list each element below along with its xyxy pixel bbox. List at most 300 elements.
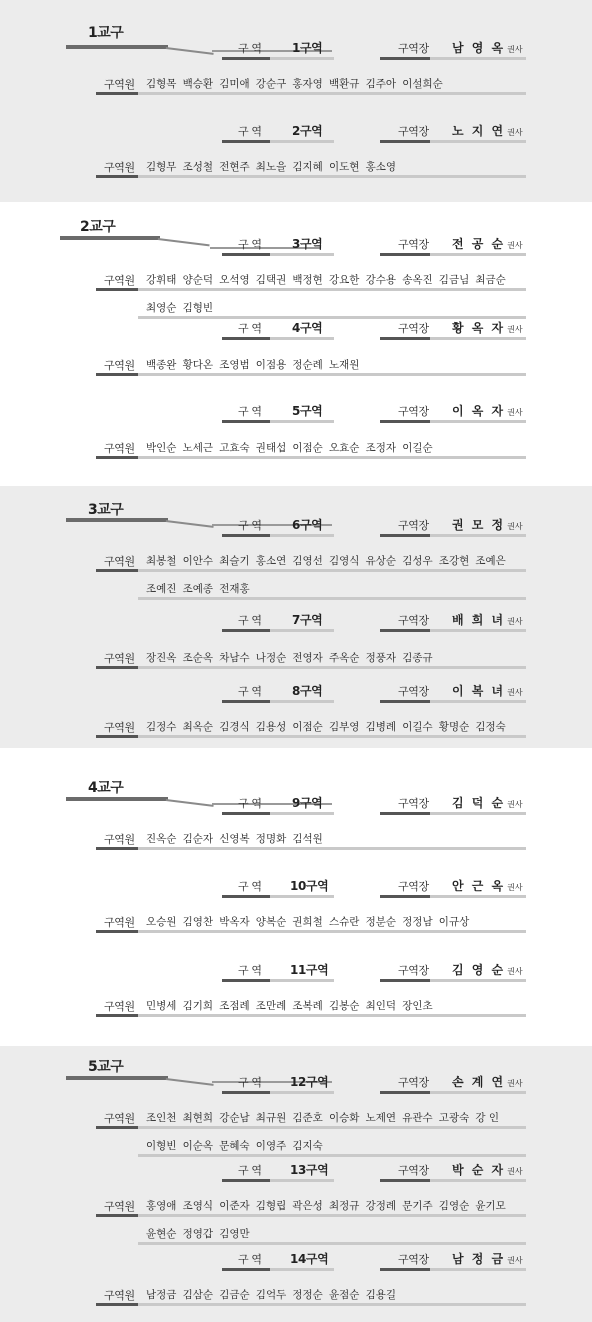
leader-rule-dark [380, 812, 430, 815]
leader-rule-dark [380, 1179, 430, 1182]
members-rule-dark [96, 1214, 138, 1217]
district-rule-light [270, 979, 334, 982]
member-name: 백환규 [329, 78, 360, 90]
parish-title: 4교구 [88, 780, 124, 796]
members-label: 구역원 [104, 721, 135, 734]
district-label: 구 역 [238, 614, 262, 627]
district-label: 구 역 [238, 797, 262, 810]
leader-name [452, 319, 523, 336]
members-rule-light [138, 1214, 526, 1217]
member-name: 홍소연 [255, 555, 287, 567]
member-name: 전영자 [292, 652, 323, 664]
member-name: 박인순 [146, 442, 177, 454]
leader-rule-light [430, 253, 526, 256]
members-rule-light [138, 456, 526, 459]
leader-name [452, 877, 523, 894]
district-rule-dark [222, 895, 270, 898]
leader-rule-dark [380, 337, 430, 340]
leader-title-suffix: 권사 [507, 617, 523, 626]
member-name: 노제연 [365, 1112, 397, 1124]
members-rule-light [138, 1303, 526, 1306]
member-name: 조예은 [475, 555, 506, 567]
member-name: 김영찬 [182, 916, 214, 928]
member-name: 최규원 [255, 1112, 287, 1124]
district-name: 4구역 [292, 321, 323, 335]
member-name: 김정숙 [475, 721, 506, 733]
leader-label: 구역장 [398, 797, 429, 810]
leader-name-text: 권 모 정 [452, 518, 506, 532]
members-rule-dark [96, 847, 138, 850]
member-name: 조인천 [146, 1112, 177, 1124]
members-label: 구역원 [104, 78, 135, 91]
member-name: 최금순 [475, 274, 506, 286]
members-label: 구역원 [104, 833, 135, 846]
leader-title-suffix: 권사 [507, 408, 523, 417]
leader-label: 구역장 [398, 519, 429, 532]
member-name: 강요한 [329, 274, 360, 286]
district-label: 구 역 [238, 322, 262, 335]
district-name: 3구역 [292, 237, 323, 251]
member-name: 김형무 [146, 161, 177, 173]
leader-rule-dark [380, 57, 430, 60]
leader-name-text: 배 희 녀 [452, 613, 506, 627]
leader-name [452, 122, 523, 139]
member-name: 오승원 [146, 916, 177, 928]
district-rule-dark [222, 1091, 270, 1094]
members-rule-light [138, 1242, 526, 1245]
district-rule-dark [222, 700, 270, 703]
leader-name [452, 39, 523, 56]
member-name: 홍영애 [146, 1200, 177, 1212]
district-rule-dark [222, 253, 270, 256]
member-name: 강정례 [365, 1200, 397, 1212]
members-rule-dark [96, 1014, 138, 1017]
leader-rule-dark [380, 1268, 430, 1271]
member-name: 오석영 [219, 274, 250, 286]
leader-rule-dark [380, 629, 430, 632]
leader-name [452, 682, 523, 699]
district-rule-light [270, 253, 334, 256]
district-rule-dark [222, 57, 270, 60]
member-name: 송옥진 [402, 274, 433, 286]
member-name: 백정현 [292, 274, 323, 286]
members-rule-dark [96, 175, 138, 178]
members-rule-dark [96, 930, 138, 933]
district-rule-dark [222, 420, 270, 423]
leader-label: 구역장 [398, 685, 429, 698]
member-name: 이길순 [402, 442, 433, 454]
leader-label: 구역장 [398, 125, 429, 138]
district-label: 구 역 [238, 42, 262, 55]
member-name: 이도현 [329, 161, 360, 173]
members-label: 구역원 [104, 274, 135, 287]
district-rule-dark [222, 812, 270, 815]
district-rule-light [270, 140, 334, 143]
district-rule-light [270, 1091, 334, 1094]
district-name: 10구역 [290, 879, 329, 893]
member-name: 김금순 [219, 1289, 250, 1301]
title-underline [66, 518, 168, 522]
members-rule-dark [96, 1303, 138, 1306]
member-name: 김석원 [292, 833, 323, 845]
district-rule-dark [222, 979, 270, 982]
leader-name [452, 235, 523, 252]
member-name: 김영선 [292, 555, 323, 567]
members-label: 구역원 [104, 1112, 135, 1125]
member-name: 김주아 [365, 78, 397, 90]
district-rule-light [270, 1179, 334, 1182]
district-label: 구 역 [238, 685, 262, 698]
leader-label: 구역장 [398, 405, 429, 418]
leader-label: 구역장 [398, 880, 429, 893]
member-name: 김형빈 [182, 302, 214, 314]
district-rule-light [270, 534, 334, 537]
members-rule-light [138, 1014, 526, 1017]
leader-name-text: 손 계 연 [452, 1075, 506, 1089]
member-name: 전현주 [219, 161, 250, 173]
member-name: 곽은성 [292, 1200, 323, 1212]
member-name: 남정금 [146, 1289, 177, 1301]
member-name: 윤현순 [146, 1228, 177, 1240]
members-rule-light [138, 735, 526, 738]
leader-title-suffix: 권사 [507, 522, 523, 531]
member-name: 조예종 [182, 583, 214, 595]
member-name: 김순자 [182, 833, 214, 845]
member-name: 조순옥 [182, 652, 214, 664]
district-label: 구 역 [238, 880, 262, 893]
member-name: 조정자 [365, 442, 397, 454]
leader-name [452, 961, 523, 978]
title-underline [60, 236, 160, 240]
title-underline [66, 1076, 168, 1080]
member-name: 백종완 [146, 359, 177, 371]
title-underline [66, 797, 168, 801]
district-rule-dark [222, 1179, 270, 1182]
title-underline [66, 45, 168, 49]
district-rule-dark [222, 337, 270, 340]
member-name: 김삼순 [182, 1289, 214, 1301]
leader-name [452, 794, 523, 811]
member-name: 조영범 [219, 359, 250, 371]
member-name: 이준자 [219, 1200, 250, 1212]
members-label: 구역원 [104, 442, 135, 455]
member-name: 노세근 [182, 442, 214, 454]
member-name: 강휘태 [146, 274, 177, 286]
parish-title: 1교구 [88, 25, 124, 41]
district-label: 구 역 [238, 1076, 262, 1089]
member-name: 조만례 [255, 1000, 287, 1012]
district-label: 구 역 [238, 519, 262, 532]
member-name: 백승환 [182, 78, 214, 90]
member-name: 고효숙 [219, 442, 250, 454]
parish-title: 2교구 [80, 219, 116, 235]
leader-rule-light [430, 700, 526, 703]
member-name: 이형빈 [146, 1140, 177, 1152]
member-name: 박옥자 [219, 916, 250, 928]
member-name: 김병례 [365, 721, 397, 733]
district-name: 9구역 [292, 796, 323, 810]
member-name: 이규상 [438, 916, 470, 928]
members-rule-light [138, 666, 526, 669]
member-name: 강순남 [219, 1112, 250, 1124]
leader-title-suffix: 권사 [507, 688, 523, 697]
members-rule-dark [96, 1126, 138, 1129]
members-label: 구역원 [104, 1289, 135, 1302]
members-label: 구역원 [104, 1200, 135, 1213]
member-name: 최정규 [329, 1200, 360, 1212]
district-name: 5구역 [292, 404, 323, 418]
member-name: 장진옥 [146, 652, 177, 664]
member-name: 신영복 [219, 833, 250, 845]
district-rule-light [270, 420, 334, 423]
member-name: 민병세 [146, 1000, 177, 1012]
member-name: 최영순 [146, 302, 177, 314]
members-rule-dark [96, 456, 138, 459]
members-rule-light [138, 569, 526, 572]
member-name: 장인초 [402, 1000, 433, 1012]
district-label: 구 역 [238, 238, 262, 251]
members-rule-dark [96, 288, 138, 291]
member-name: 강순구 [255, 78, 287, 90]
district-rule-light [270, 337, 334, 340]
district-rule-dark [222, 1268, 270, 1271]
member-name: 최현희 [182, 1112, 214, 1124]
members-label: 구역원 [104, 1000, 135, 1013]
district-rule-dark [222, 629, 270, 632]
leader-label: 구역장 [398, 614, 429, 627]
member-name: 김경식 [219, 721, 250, 733]
member-name: 조영식 [182, 1200, 214, 1212]
leader-rule-dark [380, 1091, 430, 1094]
members-label: 구역원 [104, 916, 135, 929]
member-name: 이점순 [292, 721, 323, 733]
member-name: 정명화 [255, 833, 287, 845]
members-rule-light [138, 1126, 526, 1129]
member-name: 윤기모 [475, 1200, 506, 1212]
leader-name-text: 김 영 순 [452, 963, 506, 977]
member-name: 최노을 [255, 161, 287, 173]
member-name: 김형립 [255, 1200, 287, 1212]
member-name: 고광숙 [438, 1112, 470, 1124]
leader-rule-dark [380, 420, 430, 423]
member-name: 김영만 [219, 1228, 250, 1240]
parish-title: 5교구 [88, 1059, 124, 1075]
leader-label: 구역장 [398, 238, 429, 251]
district-name: 8구역 [292, 684, 323, 698]
member-name: 이순옥 [182, 1140, 214, 1152]
leader-rule-light [430, 534, 526, 537]
district-name: 1구역 [292, 41, 323, 55]
member-name: 김영순 [438, 1200, 470, 1212]
leader-rule-dark [380, 253, 430, 256]
district-rule-dark [222, 140, 270, 143]
member-name: 이영주 [255, 1140, 287, 1152]
member-name: 김기희 [182, 1000, 214, 1012]
member-name: 양순덕 [182, 274, 214, 286]
leader-title-suffix: 권사 [507, 1256, 523, 1265]
leader-rule-light [430, 140, 526, 143]
member-name: 조복례 [292, 1000, 323, 1012]
member-name: 김용길 [365, 1289, 397, 1301]
leader-label: 구역장 [398, 1164, 429, 1177]
member-name: 정영갑 [182, 1228, 214, 1240]
members-label: 구역원 [104, 652, 135, 665]
members-rule-light [138, 597, 526, 600]
members-rule-light [138, 373, 526, 376]
leader-name-text: 전 공 순 [452, 237, 506, 251]
district-rule-light [270, 812, 334, 815]
member-name: 양복순 [255, 916, 287, 928]
leader-name-text: 이 복 녀 [452, 684, 506, 698]
leader-name-text: 이 옥 자 [452, 404, 506, 418]
parish-title: 3교구 [88, 502, 124, 518]
member-name: 정풍자 [365, 652, 397, 664]
district-name: 14구역 [290, 1252, 329, 1266]
members-rule-dark [96, 92, 138, 95]
leader-name-text: 박 순 자 [452, 1163, 506, 1177]
leader-rule-light [430, 895, 526, 898]
leader-title-suffix: 권사 [507, 883, 523, 892]
district-rule-dark [222, 534, 270, 537]
member-name: 최인덕 [365, 1000, 397, 1012]
district-rule-light [270, 895, 334, 898]
leader-rule-light [430, 1268, 526, 1271]
member-name: 노재원 [329, 359, 360, 371]
members-label: 구역원 [104, 161, 135, 174]
district-label: 구 역 [238, 964, 262, 977]
member-name: 최옥순 [182, 721, 214, 733]
leader-name [452, 1073, 523, 1090]
leader-rule-dark [380, 700, 430, 703]
member-name: 이점순 [292, 442, 323, 454]
member-name: 김지숙 [292, 1140, 323, 1152]
member-name: 최슬기 [219, 555, 250, 567]
member-name: 조예진 [146, 583, 177, 595]
district-name: 7구역 [292, 613, 323, 627]
member-name: 나정순 [255, 652, 287, 664]
leader-rule-dark [380, 895, 430, 898]
leader-name-text: 남 정 금 [452, 1252, 506, 1266]
member-name: 홍자영 [292, 78, 323, 90]
leader-rule-light [430, 979, 526, 982]
leader-label: 구역장 [398, 42, 429, 55]
leader-label: 구역장 [398, 1253, 429, 1266]
leader-rule-light [430, 812, 526, 815]
leader-name [452, 611, 523, 628]
member-name: 김미애 [219, 78, 250, 90]
district-name: 13구역 [290, 1163, 329, 1177]
member-name: 김봉순 [329, 1000, 360, 1012]
district-rule-light [270, 57, 334, 60]
member-name: 유관수 [402, 1112, 433, 1124]
members-rule-light [138, 92, 526, 95]
leader-name-text: 황 옥 자 [452, 321, 506, 335]
member-name: 김억두 [255, 1289, 287, 1301]
district-name: 12구역 [290, 1075, 329, 1089]
leader-name [452, 1161, 523, 1178]
member-name: 조점례 [219, 1000, 250, 1012]
member-name: 김준호 [292, 1112, 323, 1124]
member-name: 김종규 [402, 652, 433, 664]
leader-rule-light [430, 629, 526, 632]
members-label: 구역원 [104, 555, 135, 568]
leader-label: 구역장 [398, 322, 429, 335]
member-name: 윤점순 [329, 1289, 360, 1301]
member-name: 김지혜 [292, 161, 323, 173]
district-name: 2구역 [292, 124, 323, 138]
members-rule-dark [96, 735, 138, 738]
member-name: 김성우 [402, 555, 433, 567]
member-name: 이안수 [182, 555, 214, 567]
district-name: 11구역 [290, 963, 329, 977]
member-name: 차남수 [219, 652, 250, 664]
district-label: 구 역 [238, 405, 262, 418]
member-name: 최봉철 [146, 555, 177, 567]
leader-rule-dark [380, 140, 430, 143]
leader-rule-dark [380, 534, 430, 537]
member-name: 이길수 [402, 721, 433, 733]
member-name: 김부영 [329, 721, 360, 733]
district-label: 구 역 [238, 125, 262, 138]
members-rule-light [138, 288, 526, 291]
members-rule-dark [96, 373, 138, 376]
member-name: 권희철 [292, 916, 323, 928]
leader-title-suffix: 권사 [507, 325, 523, 334]
member-name: 김용성 [255, 721, 287, 733]
member-name: 황명순 [438, 721, 470, 733]
leader-label: 구역장 [398, 1076, 429, 1089]
member-name: 정순례 [292, 359, 323, 371]
member-name: 조성철 [182, 161, 214, 173]
members-label: 구역원 [104, 359, 135, 372]
member-name: 강 인 [475, 1112, 500, 1124]
members-rule-dark [96, 666, 138, 669]
member-name: 스슈란 [329, 916, 360, 928]
member-name: 정분순 [365, 916, 397, 928]
members-rule-light [138, 847, 526, 850]
member-name: 정정순 [292, 1289, 323, 1301]
leader-title-suffix: 권사 [507, 128, 523, 137]
leader-name-text: 안 근 옥 [452, 879, 506, 893]
leader-title-suffix: 권사 [507, 45, 523, 54]
district-rule-light [270, 629, 334, 632]
members-rule-light [138, 1154, 526, 1157]
member-name: 전재홍 [219, 583, 250, 595]
member-name: 유상순 [365, 555, 397, 567]
member-name: 홍소영 [365, 161, 397, 173]
district-rule-light [270, 1268, 334, 1271]
member-name: 정정남 [402, 916, 433, 928]
leader-rule-light [430, 1179, 526, 1182]
member-name: 강수용 [365, 274, 397, 286]
member-name: 김형목 [146, 78, 177, 90]
member-name: 황다온 [182, 359, 214, 371]
member-name: 김영식 [329, 555, 360, 567]
members-rule-dark [96, 569, 138, 572]
district-label: 구 역 [238, 1253, 262, 1266]
leader-name-text: 남 영 옥 [452, 41, 506, 55]
member-name: 김금님 [438, 274, 470, 286]
leader-title-suffix: 권사 [507, 1079, 523, 1088]
member-name: 이승화 [329, 1112, 360, 1124]
member-name: 권태섭 [255, 442, 287, 454]
leader-rule-light [430, 1091, 526, 1094]
leader-name [452, 1250, 523, 1267]
leader-rule-light [430, 337, 526, 340]
leader-rule-dark [380, 979, 430, 982]
leader-title-suffix: 권사 [507, 800, 523, 809]
leader-title-suffix: 권사 [507, 1167, 523, 1176]
